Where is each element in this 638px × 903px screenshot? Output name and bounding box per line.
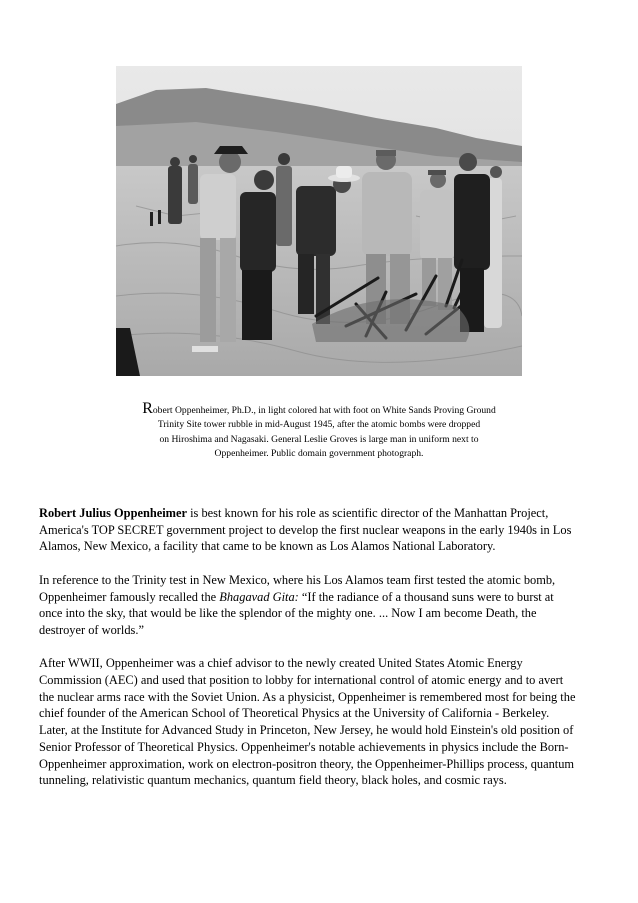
- paragraph-2-line-2: [39, 589, 601, 606]
- caption-line-4: Oppenheimer. Public domain government photograph.: [214, 447, 424, 459]
- paragraph-3-line-7: Oppenheimer approximation, work on electron-positron theory, the Oppenheimer-Phillips process, quantum: [39, 756, 575, 771]
- caption-line-1-text: obert Oppenheimer, Ph.D., in light colored hat with foot on White Sands Proving Ground: [152, 405, 496, 416]
- subject-name: Robert Julius Oppenheimer: [39, 506, 188, 520]
- article-body: [39, 505, 601, 806]
- paragraph-2-line-3: once into the sky, that would be like the splendor of the mighty one. ... Now I am become Death, the: [39, 606, 537, 621]
- paragraph-1-line-3: Alamos, New Mexico, a facility that came to be known as Los Alamos National Laboratory.: [39, 539, 496, 554]
- paragraph-2-line-4: destroyer of worlds.”: [39, 622, 144, 637]
- paragraph-1-line-2: America's TOP SECRET government project to develop the first nuclear weapons in the early 1940s in Los: [39, 522, 572, 537]
- paragraph-3: [39, 655, 601, 789]
- photo-caption: [116, 400, 522, 461]
- paragraph-3-line-6: Senior Professor of Theoretical Physics. Oppenheimer's notable achievements in physics include the Born-: [39, 739, 569, 754]
- paragraph-1-line-1: [39, 505, 601, 522]
- paragraph-3-line-1: After WWII, Oppenheimer was a chief advisor to the newly created United States Atomic Energy: [39, 656, 523, 671]
- paragraph-2-line-2-post: “If the radiance of a thousand suns were to burst at: [298, 589, 554, 604]
- caption-line-1: [116, 400, 522, 418]
- caption-drop-cap: R: [142, 400, 153, 417]
- historical-photo: [116, 66, 522, 376]
- paragraph-3-line-2: Commission (AEC) and used that position to lobby for international control of atomic energy and to avert: [39, 673, 564, 687]
- paragraph-1: [39, 505, 601, 555]
- paragraph-3-line-5: Later, at the Institute for Advanced Study in Princeton, New Jersey, he would hold Einstein's old position of: [39, 723, 574, 738]
- paragraph-3-line-3: the nuclear arms race with the Soviet Union. As a physicist, Oppenheimer is remembered most for being the: [39, 689, 576, 704]
- paragraph-1-line-1-text: is best known for his role as scientific director of the Manhattan Project,: [187, 506, 549, 520]
- caption-line-2: Trinity Site tower rubble in mid-August 1945, after the atomic bombs were dropped: [157, 419, 481, 431]
- paragraph-2-line-1: In reference to the Trinity test in New Mexico, where his Los Alamos team first tested the atomic bomb,: [39, 572, 556, 587]
- photo-illustration: [116, 66, 522, 376]
- book-title: Bhagavad Gita:: [219, 589, 299, 604]
- paragraph-3-line-4: chief founder of the American School of Theoretical Physics at the University of California - Berkeley.: [39, 706, 550, 721]
- paragraph-2-line-2-pre: Oppenheimer famously recalled the: [39, 589, 220, 604]
- paragraph-3-line-8: tunneling, relativistic quantum mechanics, quantum field theory, black holes, and cosmic rays.: [39, 773, 507, 788]
- caption-line-3: on Hiroshima and Nagasaki. General Leslie Groves is large man in uniform next to: [159, 433, 479, 445]
- paragraph-2: [39, 572, 601, 639]
